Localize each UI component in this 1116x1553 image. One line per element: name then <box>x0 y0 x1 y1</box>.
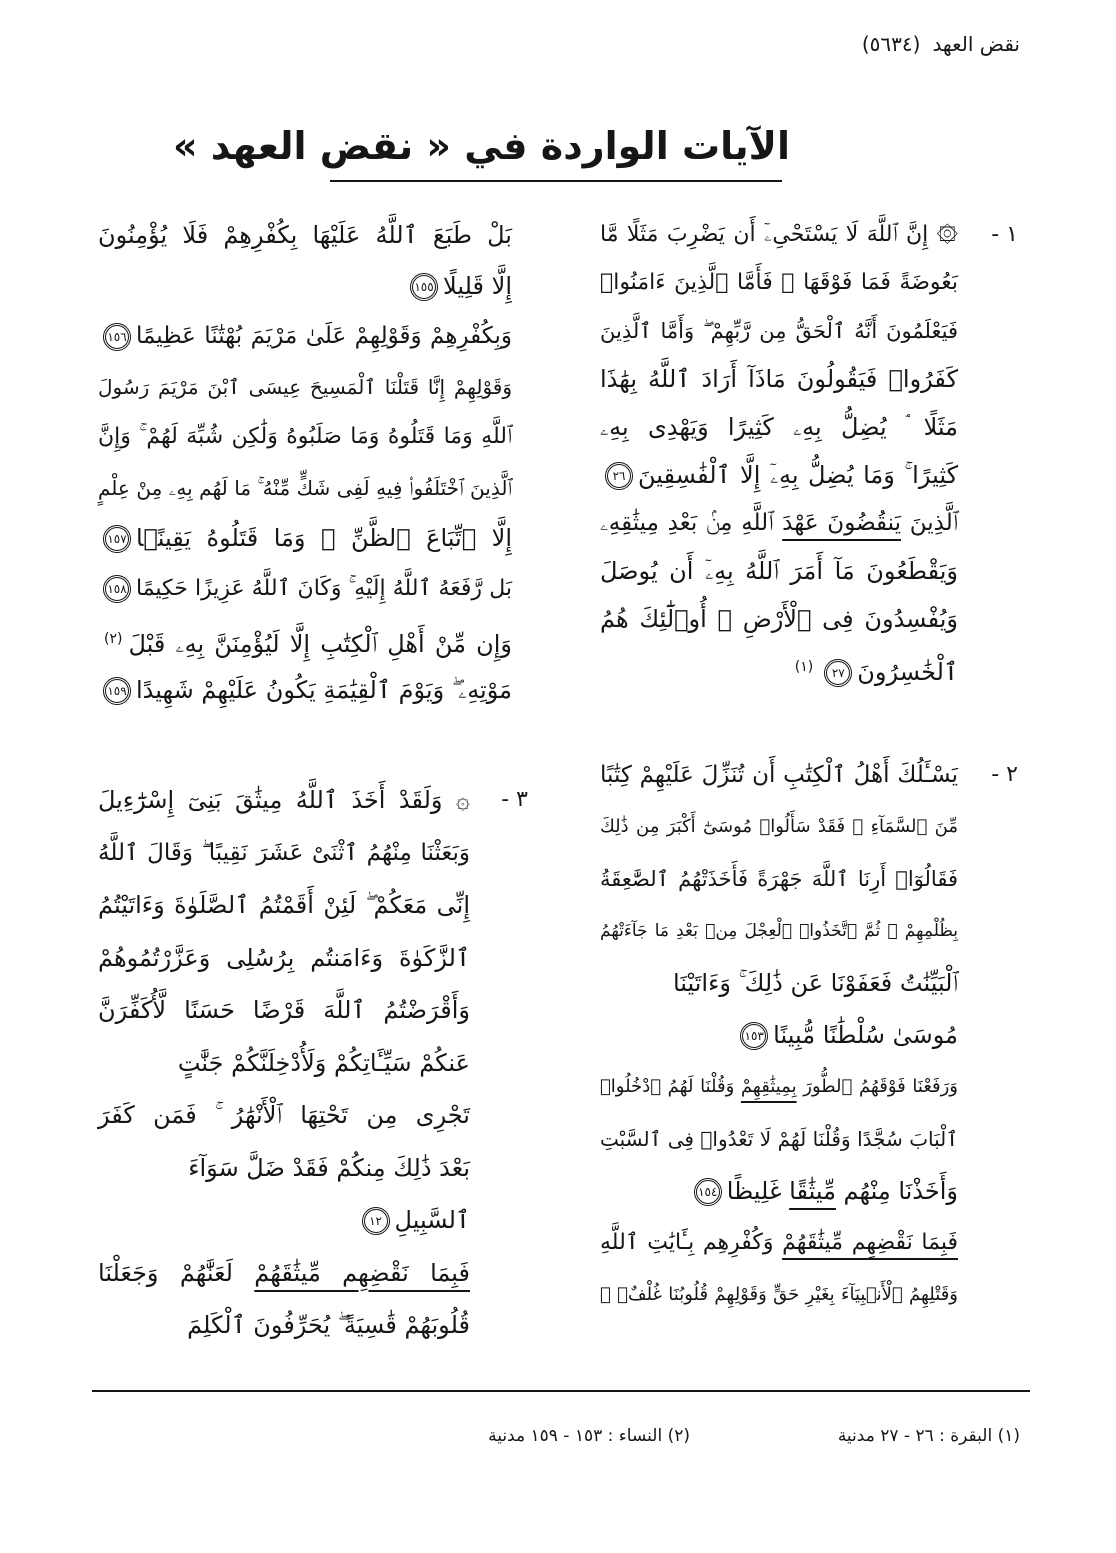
verse-text: فَيَعْلَمُونَ أَنَّهُ ٱلْحَقُّ مِن رَّبِّهِمْ ۖ وَأَمَّا ٱلَّذِينَ <box>600 319 958 343</box>
verse-text: ٱلْخَٰسِرُونَ <box>857 658 958 686</box>
verse-text: وَإِن مِّنْ أَهْلِ ٱلْكِتَٰبِ إِلَّا لَيُؤْمِنَنَّ بِهِۦ قَبْلَ <box>128 630 512 658</box>
verse-text: ٱلَّذِينَ <box>901 510 959 536</box>
verse-text: لَعَنَّٰهُمْ وَجَعَلْنَا <box>98 1258 255 1287</box>
verse-text: إِلَّا ٱتِّبَاعَ ٱلظَّنِّ ۚ وَمَا قَتَلُوهُ يَقِينًۢا <box>136 524 512 552</box>
verse-text: وَيُفْسِدُونَ فِى ٱلْأَرْضِ ۚ أُو۟لَٰٓئِكَ هُمُ <box>600 605 958 633</box>
verse-line <box>98 665 512 716</box>
verse-text: ۞ إِنَّ ٱللَّهَ لَا يَسْتَحْىِۦٓ أَن يَضْرِبَ مَثَلًا مَّا <box>600 222 958 247</box>
item-number: ٣ - <box>501 787 528 812</box>
verse-line-content <box>600 365 958 393</box>
verse-text: إِنِّى مَعَكُمْ ۖ لَئِنْ أَقَمْتُمُ ٱلصَّلَوٰةَ وَءَاتَيْتُمُ <box>98 891 470 919</box>
verse-text: وَقَوْلِهِمْ إِنَّا قَتَلْنَا ٱلْمَسِيحَ عِيسَى ٱبْنَ مَرْيَمَ رَسُولَ <box>98 374 512 399</box>
verse-line-content <box>188 1154 470 1182</box>
verse-line <box>98 311 512 362</box>
verse-line-content <box>357 1206 470 1234</box>
verse-line-content <box>600 605 958 633</box>
verse-line-content <box>689 1177 958 1205</box>
verse-line-content <box>98 576 512 601</box>
verse-line <box>600 957 958 1009</box>
verse-line-content <box>600 413 958 441</box>
verse-line <box>600 1061 958 1113</box>
verse-line <box>600 259 958 307</box>
verse-line-content <box>98 375 512 399</box>
verse-line-content <box>405 272 512 300</box>
verse-line-content <box>98 323 512 349</box>
verse-line-content <box>600 867 958 891</box>
verse-line <box>98 932 470 985</box>
verse-line-content <box>187 1311 470 1339</box>
verse-text: وَبَعَثْنَا مِنْهُمُ ٱثْنَىْ عَشَرَ نَقِيبًا ۖ وَقَالَ ٱللَّهُ <box>98 839 470 866</box>
verse-text: كَفَرُوا۟ فَيَقُولُونَ مَاذَآ أَرَادَ ٱللَّهُ بِهَٰذَا <box>600 365 958 393</box>
verse-line-content <box>600 816 958 837</box>
verse-line-content <box>98 944 470 972</box>
running-head-title: نقض العهد <box>932 32 1020 56</box>
verse-text: وَقُلْنَا لَهُمُ ٱدْخُلُوا۟ <box>600 1076 741 1097</box>
verse-line <box>98 984 470 1037</box>
ayah-number-marker: ٢٧ <box>824 659 852 687</box>
verse-text: عَنكُمْ سَيِّـَٔاتِكُمْ وَلَأُدْخِلَنَّكُمْ جَنَّٰتٍ <box>177 1048 470 1077</box>
verse-line <box>98 774 470 827</box>
verse-line <box>600 1269 958 1321</box>
verse-line-content <box>98 221 512 249</box>
verse-line <box>600 905 958 957</box>
verse-text: ۞ وَلَقَدْ أَخَذَ ٱللَّهُ مِيثَٰقَ بَنِىٓ إِسْرَٰٓءِيلَ <box>98 786 470 814</box>
verse-text: تَجْرِى مِن تَحْتِهَا ٱلْأَنْهَٰرُ ۚ فَمَن كَفَرَ <box>98 1101 470 1129</box>
verse-line <box>98 261 512 312</box>
verse-text: وَبِكُفْرِهِمْ وَقَوْلِهِمْ عَلَىٰ مَرْيَمَ بُهْتَٰنًا عَظِيمًا <box>136 323 512 349</box>
verse-text: ٱلْبَابَ سُجَّدًا وَقُلْنَا لَهُمْ لَا تَعْدُوا۟ فِى ٱلسَّبْتِ <box>600 1127 958 1151</box>
verse-line <box>98 564 512 615</box>
verse-text: كَثِيرًا ۚ وَمَا يُضِلُّ بِهِۦٓ إِلَّا ٱلْفَٰسِقِينَ <box>638 461 958 489</box>
verse-line <box>600 1217 958 1269</box>
verse-line <box>600 1113 958 1165</box>
item-number: ٢ - <box>991 762 1018 787</box>
verse-line-content <box>600 1230 958 1255</box>
verse-line-content <box>98 630 512 658</box>
verse-line-content <box>600 510 958 536</box>
verse-text: بَلْ طَبَعَ ٱللَّهُ عَلَيْهَا بِكُفْرِهِمْ فَلَا يُؤْمِنُونَ <box>98 221 512 249</box>
verse-line-content <box>98 996 470 1024</box>
verse-line <box>98 412 512 463</box>
verse-text: غَلِيظًا <box>726 1177 790 1205</box>
ayah-number-marker: ١٥٩ <box>103 677 131 705</box>
footnote-2: (٢) النساء : ١٥٣ - ١٥٩ مدنية <box>488 1426 690 1446</box>
verse-line-content <box>600 1076 958 1097</box>
verse-line <box>600 355 958 403</box>
verse-line <box>600 1009 958 1061</box>
verse-line <box>98 1089 470 1142</box>
verse-line-content <box>600 557 958 585</box>
verse-text: ٱلزَّكَوٰةَ وَءَامَنتُم بِرُسُلِى وَعَزَّرْتُمُوهُمْ <box>98 943 470 972</box>
verse-line-content <box>789 658 958 686</box>
verse-lines <box>600 749 958 1321</box>
ayah-number-marker: ١٥٣ <box>740 1022 768 1050</box>
verse-line <box>98 1299 470 1352</box>
verse-line-content <box>600 1127 958 1151</box>
verse-text: ٱلْبَيِّنَٰتُ فَعَفَوْنَا عَن ذَٰلِكَ ۚ وَءَاتَيْنَا <box>672 969 958 997</box>
verse-text: وَقَتْلِهِمُ ٱلْأَنۢبِيَآءَ بِغَيْرِ حَقٍّ وَقَوْلِهِمْ قُلُوبُنَا غُلْفٌۢ ۚ <box>600 1284 958 1305</box>
underlined-text: يَنقُضُونَ عَهْدَ <box>782 510 902 536</box>
verse-text: مَثَلًا ۘ يُضِلُّ بِهِۦ كَثِيرًا وَيَهْدِى بِهِۦ <box>600 413 958 441</box>
verse-text: قُلُوبَهُمْ قَٰسِيَةً ۖ يُحَرِّفُونَ ٱلْكَلِمَ <box>187 1311 470 1339</box>
verse-line-content <box>600 222 958 247</box>
ayah-number-marker: ١٢ <box>362 1207 390 1235</box>
verse-line-content <box>98 891 470 919</box>
verse-text: وَرَفَعْنَا فَوْقَهُمُ ٱلطُّورَ <box>796 1076 958 1097</box>
verse-text: وَكُفْرِهِم بِـَٔايَٰتِ ٱللَّهِ <box>600 1230 783 1255</box>
verse-line <box>98 513 512 564</box>
verse-line <box>600 307 958 355</box>
verse-line-content <box>600 1284 958 1305</box>
underlined-text: فَبِمَا نَقْضِهِم مِّيثَٰقَهُمْ <box>254 1258 470 1287</box>
verse-line <box>600 853 958 905</box>
item-number: ١ - <box>991 222 1018 247</box>
verse-line-content <box>600 461 958 489</box>
item-2 <box>600 749 1018 1321</box>
verse-text: ٱللَّهِ مِنۢ بَعْدِ مِيثَٰقِهِۦ <box>600 510 783 536</box>
footnote-1: (١) البقرة : ٢٦ - ٢٧ مدنية <box>837 1426 1020 1446</box>
verse-line <box>98 463 512 514</box>
verse-line <box>600 547 958 595</box>
verse-line-content <box>98 676 512 704</box>
verse-line-content <box>98 1259 470 1287</box>
verse-line-content <box>98 424 512 449</box>
verse-text: ٱلسَّبِيلِ <box>394 1206 470 1234</box>
verse-text: بِظُلْمِهِمْ ۚ ثُمَّ ٱتَّخَذُوا۟ ٱلْعِجْلَ مِنۢ بَعْدِ مَا جَآءَتْهُمُ <box>600 921 958 941</box>
verse-line-content <box>178 1049 470 1077</box>
verse-text: ٱلَّذِينَ ٱخْتَلَفُوا۟ فِيهِ لَفِى شَكٍّ مِّنْهُ ۚ مَا لَهُم بِهِۦ مِنْ عِلْمٍ <box>98 475 512 500</box>
verse-text: بَعْدَ ذَٰلِكَ مِنكُمْ فَقَدْ ضَلَّ سَوَآءَ <box>188 1153 470 1182</box>
verse-text: فَقَالُوٓا۟ أَرِنَا ٱللَّهَ جَهْرَةً فَأَخَذَتْهُمُ ٱلصَّٰعِقَةُ <box>600 867 958 891</box>
verse-line <box>600 801 958 853</box>
running-head <box>862 32 1020 56</box>
verse-line-content <box>98 840 470 866</box>
verse-line-content <box>600 270 958 295</box>
verse-line <box>98 1142 470 1195</box>
page-number: (٥٦٣٤) <box>861 32 921 56</box>
underlined-text: فَبِمَا نَقْضِهِم مِّيثَٰقَهُمْ <box>782 1230 958 1255</box>
verse-line <box>98 827 470 880</box>
item-1 <box>600 211 1018 691</box>
verse-line-content <box>735 1021 958 1049</box>
verse-text: بَل رَّفَعَهُ ٱللَّهُ إِلَيْهِ ۚ وَكَانَ ٱللَّهُ عَزِيزًا حَكِيمًا <box>136 575 512 601</box>
verse-line-content <box>600 762 958 788</box>
verse-line <box>98 362 512 413</box>
heading-underline <box>330 180 782 182</box>
verse-line-content <box>600 921 958 941</box>
verse-line <box>600 595 958 643</box>
verse-lines <box>98 210 512 715</box>
verse-line <box>98 210 512 261</box>
underlined-text: مِّيثَٰقًا <box>789 1177 836 1205</box>
verse-line <box>98 1037 470 1090</box>
verse-text: وَأَقْرَضْتُمُ ٱللَّهَ قَرْضًا حَسَنًا لَّأُكَفِّرَنَّ <box>98 996 470 1024</box>
page-heading: الآيات الواردة في « نقض العهد » <box>172 124 790 168</box>
verse-text: مِّنَ ٱلسَّمَآءِ ۚ فَقَدْ سَأَلُوا۟ مُوسَىٰٓ أَكْبَرَ مِن ذَٰلِكَ <box>600 816 958 837</box>
verse-text: يَسْـَٔلُكَ أَهْلُ ٱلْكِتَٰبِ أَن تُنَزِّلَ عَلَيْهِمْ كِتَٰبًا <box>600 762 958 788</box>
verse-line <box>600 451 958 499</box>
verse-text: إِلَّا قَلِيلًا <box>443 271 512 300</box>
verse-line <box>98 614 512 665</box>
verse-line-content <box>600 319 958 343</box>
footnote-ref: (١) <box>794 659 814 675</box>
verse-text: مَوْتِهِۦ ۖ وَيَوْمَ ٱلْقِيَٰمَةِ يَكُونُ عَلَيْهِمْ شَهِيدًا <box>136 675 512 704</box>
ayah-number-marker: ١٥٥ <box>410 273 438 301</box>
verse-line-content <box>673 969 958 997</box>
verse-line <box>98 1194 470 1247</box>
ayah-number-marker: ١٥٨ <box>103 575 131 603</box>
verse-line <box>600 211 958 259</box>
verse-lines <box>600 211 958 691</box>
item-3 <box>98 774 528 1352</box>
verse-text: بَعُوضَةً فَمَا فَوْقَهَا ۚ فَأَمَّا ٱلَّذِينَ ءَامَنُوا۟ <box>600 270 958 295</box>
ayah-number-marker: ٢٦ <box>605 462 633 490</box>
verse-line-content <box>98 1101 470 1129</box>
footnote-separator <box>92 1390 1030 1392</box>
footnote-ref: (٢) <box>104 631 123 647</box>
verse-lines <box>98 774 470 1352</box>
verse-line-content <box>98 524 512 552</box>
verse-line <box>98 879 470 932</box>
underlined-text: بِمِيثَٰقِهِمْ <box>740 1076 797 1097</box>
continuation-block <box>98 210 512 715</box>
verse-line <box>600 1165 958 1217</box>
verse-text: ٱللَّهِ وَمَا قَتَلُوهُ وَمَا صَلَبُوهُ وَلَٰكِن شُبِّهَ لَهُمْ ۚ وَإِنَّ <box>98 424 512 449</box>
verse-text: وَأَخَذْنَا مِنْهُم <box>835 1177 958 1205</box>
verse-line <box>600 643 958 691</box>
ayah-number-marker: ١٥٤ <box>694 1178 722 1206</box>
ayah-number-marker: ١٥٧ <box>103 525 131 553</box>
ayah-number-marker: ١٥٦ <box>103 323 131 351</box>
verse-line <box>600 499 958 547</box>
verse-line <box>600 403 958 451</box>
verse-line <box>98 1247 470 1300</box>
verse-text: مُوسَىٰ سُلْطَٰنًا مُّبِينًا <box>773 1021 958 1049</box>
verse-line-content <box>98 476 512 500</box>
verse-line <box>600 749 958 801</box>
verse-text: وَيَقْطَعُونَ مَآ أَمَرَ ٱللَّهُ بِهِۦٓ أَن يُوصَلَ <box>600 557 958 585</box>
verse-line-content <box>98 786 470 814</box>
